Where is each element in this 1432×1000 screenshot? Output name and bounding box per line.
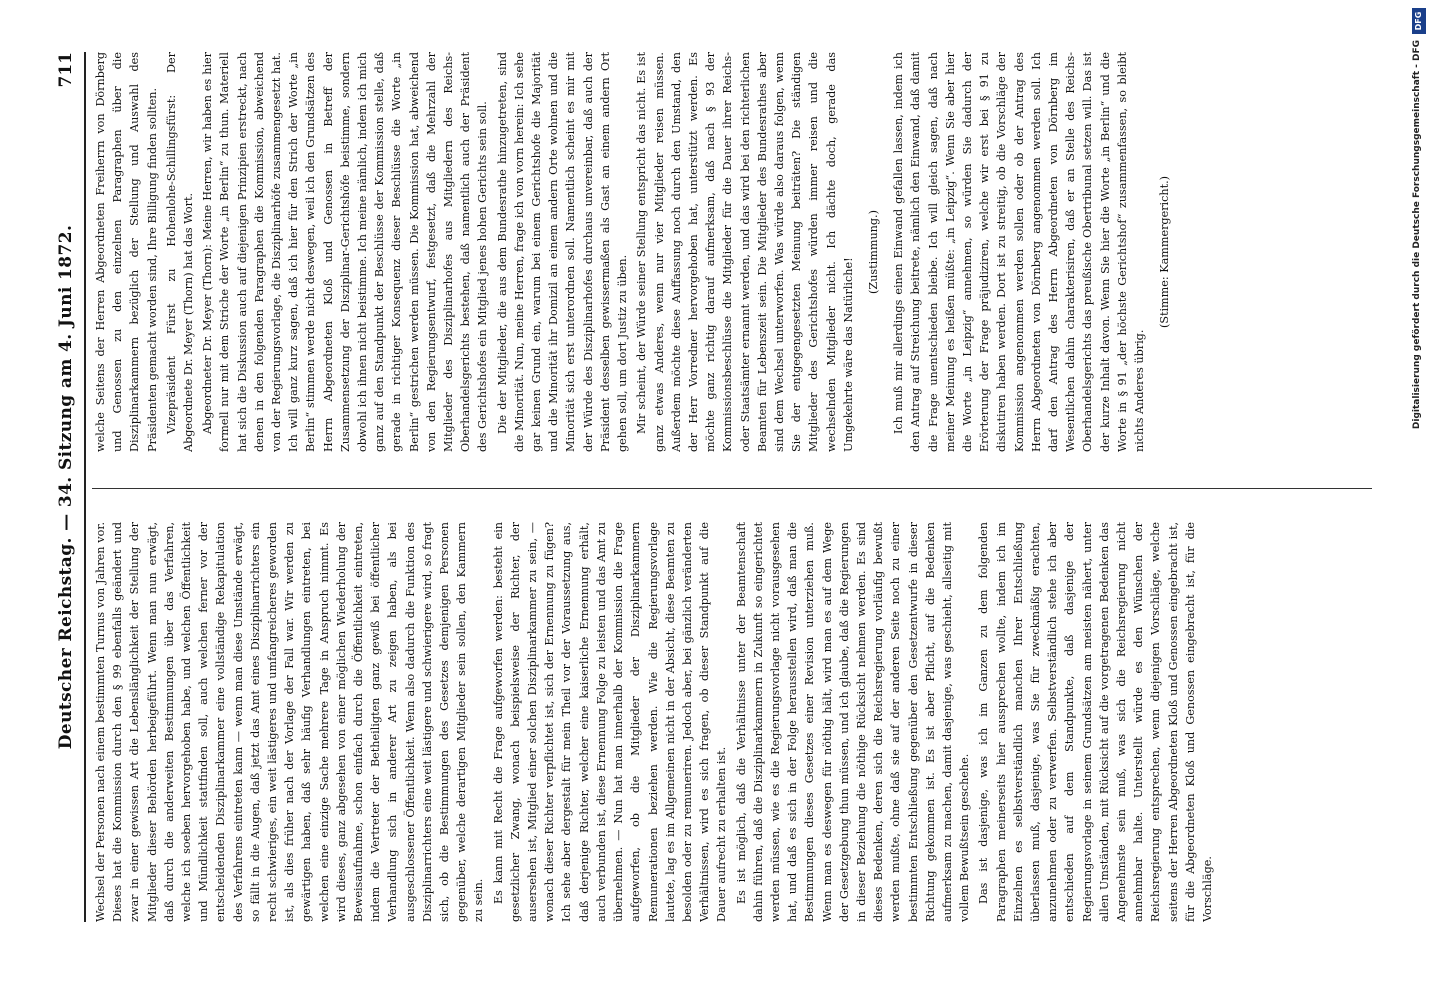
paragraph: Es kann mit Recht die Frage aufgeworfen werden: besteht ein gesetzlicher Zwang, wonach beispielsweise der Richter, der ausersehen ist, Mitglied einer solchen Disziplinarkammer zu sein, — wonach dieser Richter verpflichtet ist, sich der Ernennung zu fügen? Ich sehe aber dergestalt für mein Theil vor der Voraussetzung aus, daß derjenige Richter, welcher eine kaiserliche Ernennung erhält, auch verbunden ist, diese Ernennung Folge zu leisten und das Amt zu übernehmen. — Nun hat man innerhalb der Kommission die Frage aufgeworfen, ob die Mitglieder der Disziplinarkammern Remunerationen beziehen werden. Wie die Regierungsvorlage lautete, lag es im Allgemeinen nicht in der Absicht, diese Beamten zu besolden oder zu remuneriren. Jedoch aber, bei gänzlich veränderten Verhältnissen, wird es sich fragen, ob dieser Standpunkt auf die Dauer aufrecht zu erhalten ist. bbox=[491, 522, 729, 922]
paragraph: Es ist möglich, daß die Verhältnisse unter der Beamtenschaft dahin führen, daß die Disziplinarkammern in Zukunft so eingerichtet werden müssen, wie es die Regierungsvorlage nicht vorausgesehen hat, und daß es sich in der Folge herausstellen wird, daß man die Bestimmungen dieses Gesetzes einer Revision unterziehen muß. Wenn man es deswegen für nöthig hält, wird man es auf dem Wege der Gesetzgebung thun müssen, und ich glaube, daß die Regierungen in dieser Beziehung die nöthige Rücksicht nehmen werden. Es sind dieses Bedenken, deren sich die Reichsregierung vorläufig bewußt werden mußte, ohne daß sie auf der anderen Seite noch zu einer bestimmten Entschließung gegenüber den Gesetzentwurfe in dieser Richtung gekommen ist. Es ist aber Pflicht, auf die Bedenken aufmerksam zu machen, damit dasjenige, was geschieht, allseitig mit vollem Bewußtsein geschehe. bbox=[734, 522, 972, 922]
paragraph: Wechsel der Personen nach einem bestimmten Turnus von Jahren vor. Dieses hat die Kommission durch den § 99 ebenfalls geändert und zwar in einer gewissen Art die Lebenslänglichkeit der Stellung der Mitglieder dieser Behörden herbeigeführt. Wenn man nun erwägt, daß durch die anderweiten Bestimmungen über das Verfahren, welche ich soeben hervorgehoben habe, und welchen Öffentlichkeit und Mündlichkeit stattfinden soll, auch welchen ferner vor der entscheidenden Disziplinarkammer eine vollständige Rekapitulation des Verfahrens eintreten kann — wenn man diese Umstände erwägt, so fällt in die Augen, daß jetzt das Amt eines Disziplinarrichters ein recht schwieriges, ein weit lästigeres und umfangreicheres geworden ist, als dies früher nach der Vorlage der Fall war. Wir werden zu gewärtigen haben, daß sehr häufig Verhandlungen eintreten, bei welchen eine einzige Sache mehrere Tage in Anspruch nimmt. Es wird dieses, ganz abgesehen von einer möglichen Wiederholung der Beweisaufnahme, schon einfach durch die Öffentlichkeit eintreten, indem die Vertreter der Betheiligten ganz gewiß bei öffentlicher Verhandlung sich in anderer Art zu zeigen haben, als bei ausgeschlossener Öffentlichkeit. Wenn also dadurch die Funktion des Disziplinarrichters eine weit lästigere und schwierigere wird, so fragt sich, ob die Bestimmungen des Gesetzes demjenigen Personen gegenüber, welche derartigen Mitglieder sein sollen, den Kammern zu sein. bbox=[94, 522, 486, 922]
page-header bbox=[56, 52, 82, 922]
running-title: Deutscher Reichstag. — 34. Sitzung am 4. Juni 1872. bbox=[56, 224, 76, 750]
right-column bbox=[92, 52, 1372, 452]
paragraph: Das ist dasjenige, was ich im Ganzen zu dem folgenden Paragraphen meinerseits hier aussprechen wollte, indem ich im Einzelnen es selbstverständlich manchen Ihrer Entschließung überlassen muß, dasjenige, was Sie für zweckmäßig erachten, anzunehmen oder zu verwerfen. Selbstverständlich stehe ich aber entschieden auf dem Standpunkte, daß dasjenige der Regierungsvorlage in seinem Grundsätzen am meisten nähert, unter allen Umständen, mit Rücksicht auf die vorgetragenen Bedenken das Angenehmste sein muß, was sich die Reichsregierung nicht annehmbar halte. Unterstellt würde es den Wünschen der Reichsregierung entsprechen, wenn diejenigen Vorschläge, welche seitens der Herren Abgeordneten Kloß und Genossen eingebracht ist, für die Abgeordneten Kloß und Genossen eingebracht ist, für die Vorschläge. bbox=[977, 522, 1214, 922]
left-column bbox=[92, 522, 1372, 922]
page-number: 711 bbox=[56, 52, 76, 88]
dfg-logo: DFG bbox=[1412, 8, 1426, 34]
digitization-credit: Digitalisierung gefördert durch die Deutsche Forschungsgemeinschaft - DFG bbox=[1412, 40, 1422, 430]
interjection: (Stimme: Kammergericht.) bbox=[1158, 175, 1172, 329]
speech-paragraph: Mir scheint, der Würde seiner Stellung entspricht das nicht. Es ist ganz etwas Anderes, wenn nur vier Mitglieder reisen müssen. Außerdem möchte diese Auffassung noch durch den Umstand, den der Herr Vorredner hervorgehoben hat, unterstützt werden. Es möchte ganz richtig darauf aufmerksam, daß nach § 93 der Kommissionsbeschlüsse die Mitglieder für die Dauer ihrer Reichs- oder Staatsämter ernannt werden, und das wird bei den richterlichen Beamten für Lebenszeit sein. Die Mitglieder des Bundesrathes aber sind dem Wechsel unterworfen. Was würde also daraus folgen, wenn Sie der entgegengesetzten Meinung beiträten? Die ständigen Mitglieder des Gerichtshofes würden immer reisen und die wechselnden Mitglieder nicht. Ich dächte doch, gerade das Umgekehrte wäre das Natürliche! bbox=[635, 52, 855, 452]
presidential-note: Vizepräsident Fürst zu Hohenlohe-Schillingsfürst: Der Abgeordnete Dr. Meyer (Thorn) hat das Wort. bbox=[164, 52, 196, 452]
column-divider bbox=[92, 488, 1372, 489]
header-rule bbox=[84, 52, 86, 922]
speech-paragraph: Die der Mitglieder, die aus dem Bundesrathe hinzugetreten, sind die Minorität. Nun, meine Herren, frage ich von vorn herein: Ich sehe gar keinen Grund ein, warum bei einem Gerichtshofe die Majorität und die Minorität ihr Domizil an einem andern Orte wohnen und die Minorität sich erst unterordnen soll. Namentlich scheint es mir mit der Würde des Disziplinarhofes durchaus unvereinbar, daß auch der Präsident desselben gewissermaßen als Gast an einem andern Ort gehen soll, um dort Justiz zu üben. bbox=[495, 52, 630, 452]
paragraph: Ich muß mir allerdings einen Einwand gefallen lassen, indem ich den Antrag auf Streichung beitrete, nämlich den Einwand, daß damit die Frage unentschieden bleibe. Ich will gleich sagen, daß nach meiner Meinung es heißen müßte: „in Leipzig“. Wenn Sie aber hier die Worte „in Leipzig“ annehmen, so würden Sie dadurch der Erörterung der Frage präjudiziren, welche wir erst bei § 91 zu diskutiren haben werden. Dort ist zu streitig, ob die Vorschläge der Kommission angenommen werden sollen oder ob der Antrag des Herrn Abgeordneten von Dörnberg angenommen werden soll. Ich darf den Antrag des Herrn Abgeordneten von Dörnberg im Wesentlichen dahin charakterisiren, daß er an Stelle des Reichs-Oberhandelsgerichts das preußische Obertribunal setzen will. Das ist der kurze Inhalt davon. Wenn Sie hier die Worte „in Berlin“ und die Worte in § 91 „der höchste Gerichtshof“ zusammenfassen, so bleibt nichts Anderes übrig. bbox=[892, 52, 1146, 452]
paragraph: welche Seitens der Herren Abgeordneten Freiherrn von Dörnberg und Genossen zu den einzelnen Paragraphen über die Disziplinarkammern bezüglich der Stellung und Auswahl des Präsidenten gemacht worden sind, Ihre Billigung finden sollten. bbox=[94, 52, 159, 452]
speech-paragraph: Abgeordneter Dr. Meyer (Thorn): Meine Herren, wir haben es hier formell nur mit dem Striche der Worte „in Berlin“ zu thun. Materiell hat sich die Diskussion auch auf diejenigen Prinzipien erstreckt, nach denen in den folgenden Paragraphen die Kommission, abweichend von der Regierungsvorlage, die Disziplinarhöfe zusammengesetzt hat. Ich will ganz kurz sagen, daß ich hier für den Strich der Worte „in Berlin“ stimmen werde nicht deswegen, weil ich den Grundsätzen des Herrn Abgeordneten Kloß und Genossen in Betreff der Zusammensetzung der Disziplinar-Gerichtshöfe beistimme, sondern obwohl ich ihnen nicht beistimme. Ich meine nämlich, indem ich mich ganz auf den Standpunkt der Beschlüsse der Kommission stelle, daß gerade in richtiger Konsequenz dieser Beschlüsse die Worte „in Berlin“ gestrichen werden müssen. Die Kommission hat, abweichend von den Regierungsentwurf, festgesetzt, daß die Mehrzahl der Mitglieder des Disziplinarhofes aus Mitgliedern des Reichs-Oberhandelsgerichts bestehen, daß namentlich auch der Präsident des Gerichtshofes ein Mitglied jenes hohen Gerichts sein soll. bbox=[201, 52, 490, 452]
interjection: (Zustimmung.) bbox=[866, 210, 880, 294]
